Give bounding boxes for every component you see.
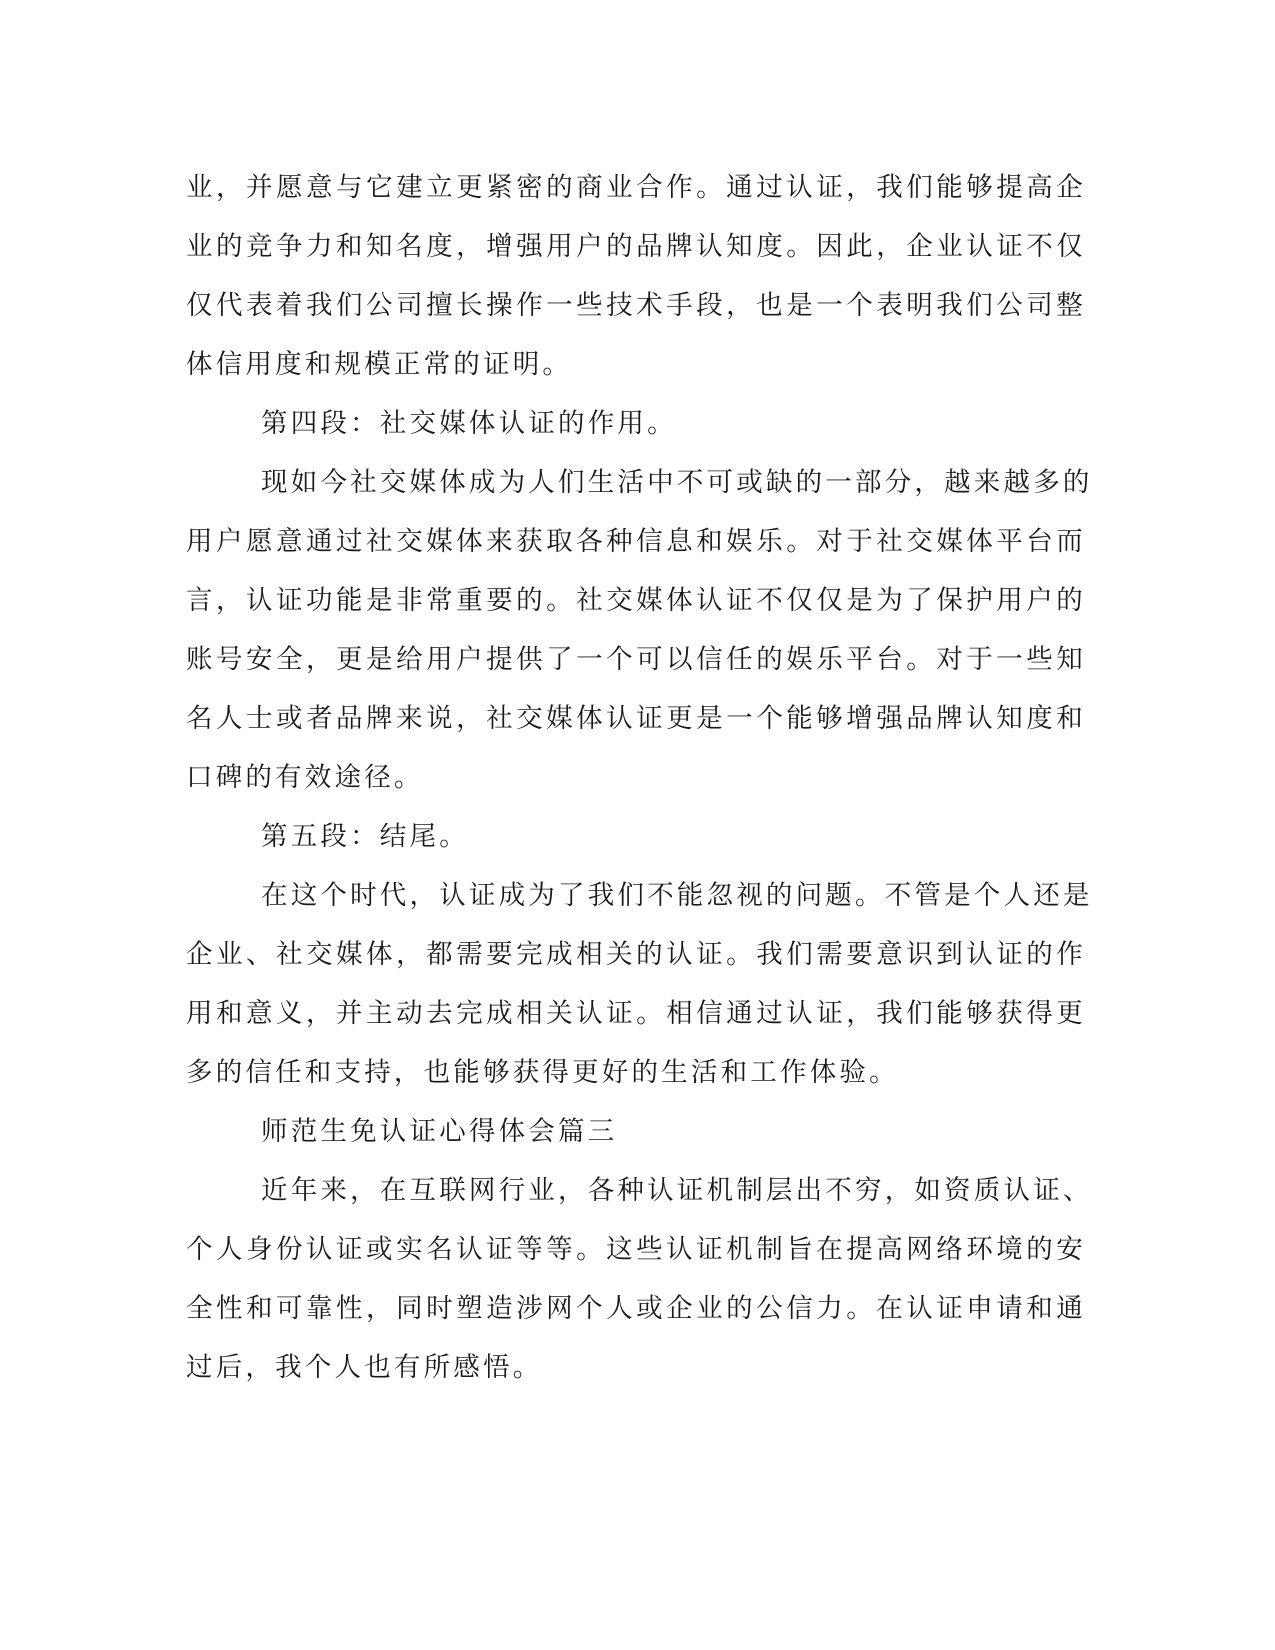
text-line: 账号安全，更是给用户提供了一个可以信任的娱乐平台。对于一些知 (186, 644, 1086, 675)
paragraph-continuation (186, 158, 1086, 394)
text-line: 用和意义，并主动去完成相关认证。相信通过认证，我们能够获得更 (186, 998, 1086, 1029)
text-line: 多的信任和支持，也能够获得更好的生活和工作体验。 (186, 1057, 899, 1088)
document-body (186, 158, 1093, 1397)
text-line: 言，认证功能是非常重要的。社交媒体认证不仅仅是为了保护用户的 (186, 585, 1086, 616)
text-line: 过后，我个人也有所感悟。 (186, 1352, 543, 1383)
text-line: 在这个时代，认证成为了我们不能忽视的问题。不管是个人还是 (261, 880, 1093, 911)
section-heading-4: 第四段：社交媒体认证的作用。 (261, 408, 677, 439)
text-line: 仅代表着我们公司擅长操作一些技术手段，也是一个表明我们公司整 (186, 290, 1086, 321)
paragraph-conclusion (186, 866, 1093, 1102)
text-line: 名人士或者品牌来说，社交媒体认证更是一个能够增强品牌认知度和 (186, 703, 1086, 734)
text-line: 全性和可靠性，同时塑造涉网个人或企业的公信力。在认证申请和通 (186, 1293, 1086, 1324)
text-line: 口碑的有效途径。 (186, 762, 424, 793)
text-line: 企业、社交媒体，都需要完成相关的认证。我们需要意识到认证的作 (186, 939, 1086, 970)
paragraph-section-3 (186, 1161, 1093, 1397)
section-heading-5: 第五段：结尾。 (261, 821, 469, 852)
text-line: 体信用度和规模正常的证明。 (186, 349, 573, 380)
paragraph-social-media (186, 453, 1093, 807)
section-title: 师范生免认证心得体会篇三 (261, 1116, 618, 1147)
text-line: 近年来，在互联网行业，各种认证机制层出不穷，如资质认证、 (261, 1175, 1093, 1206)
text-line: 现如今社交媒体成为人们生活中不可或缺的一部分，越来越多的 (261, 467, 1093, 498)
text-line: 用户愿意通过社交媒体来获取各种信息和娱乐。对于社交媒体平台而 (186, 526, 1086, 557)
text-line: 个人身份认证或实名认证等等。这些认证机制旨在提高网络环境的安 (186, 1234, 1086, 1265)
text-line: 业的竞争力和知名度，增强用户的品牌认知度。因此，企业认证不仅 (186, 231, 1086, 262)
text-line: 业，并愿意与它建立更紧密的商业合作。通过认证，我们能够提高企 (186, 172, 1086, 203)
